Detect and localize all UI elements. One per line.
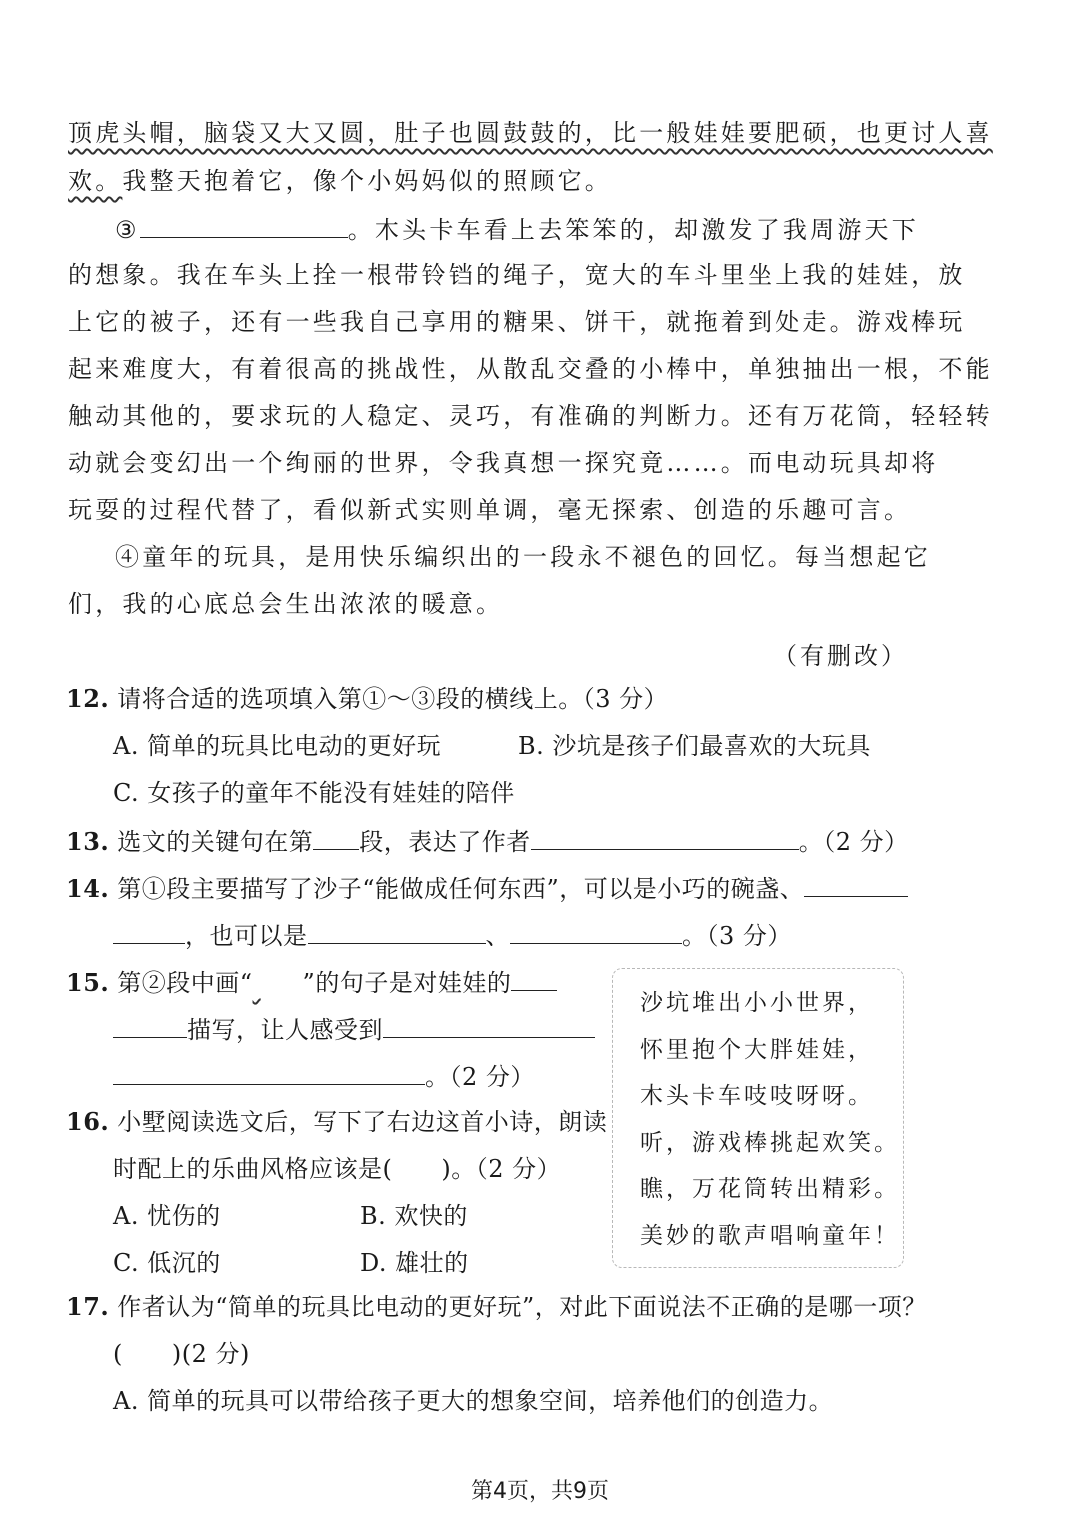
answer-blank[interactable] <box>313 825 359 850</box>
answer-blank[interactable] <box>511 966 557 991</box>
passage-line: 的想象。我在车头上拴一根带铃铛的绳子，宽大的车斗里坐上我的娃娃，放 <box>68 261 966 289</box>
passage-line: 动就会变幻出一个绚丽的世界，令我真想一探究竟……。而电动玩具却将 <box>68 449 939 477</box>
answer-blank[interactable] <box>383 1013 595 1038</box>
answer-blank[interactable] <box>531 825 799 850</box>
question-14-cont: ，也可以是 、 。（3 分） <box>113 919 792 951</box>
passage-line: 起来难度大，有着很高的挑战性，从散乱交叠的小棒中，单独抽出一根，不能 <box>68 355 993 383</box>
poem-line: 木头卡车吱吱呀呀。 <box>640 1083 874 1109</box>
answer-blank[interactable] <box>140 213 348 238</box>
passage-line: ③ 。木头卡车看上去笨笨的，却激发了我周游天下 <box>115 213 955 245</box>
passage-line: ④童年的玩具，是用快乐编织出的一段永不褪色的回忆。每当想起它 <box>115 543 931 571</box>
question-14: 14. 第①段主要描写了沙子“能做成任何东西”，可以是小巧的碗盏、 <box>66 872 908 904</box>
passage-line <box>68 118 993 148</box>
poem-line: 美妙的歌声唱响童年！ <box>640 1223 900 1249</box>
option-b[interactable]: B. 沙坑是孩子们最喜欢的大玩具 <box>518 732 871 760</box>
question-15-cont: 描写，让人感受到 <box>113 1013 595 1045</box>
question-15-end: 。（2 分） <box>113 1060 535 1092</box>
wavy-mark <box>253 968 303 998</box>
option-a[interactable]: A. 忧伤的 <box>113 1202 221 1230</box>
poem-line: 瞧，万花筒转出精彩。 <box>640 1176 900 1202</box>
passage-line: 欢。我整天抱着它，像个小妈妈似的照顾它。 <box>68 167 613 195</box>
answer-blank[interactable] <box>308 919 486 944</box>
option-d[interactable]: D. 雄壮的 <box>360 1249 469 1277</box>
question-16: 16. 小墅阅读选文后，写下了右边这首小诗，朗读 <box>66 1107 608 1136</box>
poem-line: 沙坑堆出小小世界， <box>640 990 874 1016</box>
option-c[interactable]: C. 女孩子的童年不能没有娃娃的陪伴 <box>113 779 515 807</box>
question-16-cont: 时配上的乐曲风格应该是( )。（2 分） <box>113 1155 562 1183</box>
answer-blank[interactable] <box>113 919 185 944</box>
passage-line: 玩耍的过程代替了，看似新式实则单调，毫无探索、创造的乐趣可言。 <box>68 496 912 524</box>
answer-blank[interactable] <box>804 872 908 897</box>
answer-blank[interactable] <box>113 1013 187 1038</box>
option-a[interactable]: A. 简单的玩具比电动的更好玩 <box>113 732 442 760</box>
question-13: 13. 选文的关键句在第 段，表达了作者 。（2 分） <box>66 827 909 856</box>
underlined-sentence-end: 欢。 <box>68 167 123 195</box>
source-note: （有删改） <box>773 642 908 670</box>
answer-blank[interactable] <box>113 1060 425 1085</box>
passage-line: 上它的被子，还有一些我自己享用的糖果、饼干，就拖着到处走。游戏棒玩 <box>68 308 966 336</box>
question-17: 17. 作者认为“简单的玩具比电动的更好玩”，对此下面说法不正确的是哪一项？ <box>66 1292 927 1321</box>
option-c[interactable]: C. 低沉的 <box>113 1249 221 1277</box>
question-15: 15. 第②段中画“ ”的句子是对娃娃的 <box>66 966 557 998</box>
page-number: 第4页，共9页 <box>471 1479 609 1504</box>
answer-blank[interactable] <box>510 919 682 944</box>
paragraph-marker: ③ <box>115 216 140 244</box>
passage-line: 们，我的心底总会生出浓浓的暖意。 <box>68 590 504 618</box>
passage-line: 触动其他的，要求玩的人稳定、灵巧，有准确的判断力。还有万花筒，轻轻转 <box>68 402 993 430</box>
question-12: 12. 请将合适的选项填入第①～③段的横线上。（3 分） <box>66 684 669 713</box>
poem-line: 听，游戏棒挑起欢笑。 <box>640 1130 900 1156</box>
option-b[interactable]: B. 欢快的 <box>360 1202 468 1230</box>
poem-line: 怀里抱个大胖娃娃， <box>640 1037 874 1063</box>
option-a[interactable]: A. 简单的玩具可以带给孩子更大的想象空间，培养他们的创造力。 <box>113 1387 834 1415</box>
answer-paren[interactable]: ( )(2 分) <box>113 1340 250 1368</box>
underlined-sentence: 顶虎头帽，脑袋又大又圆，肚子也圆鼓鼓的，比一般娃娃要肥硕，也更讨人喜 <box>68 119 993 147</box>
